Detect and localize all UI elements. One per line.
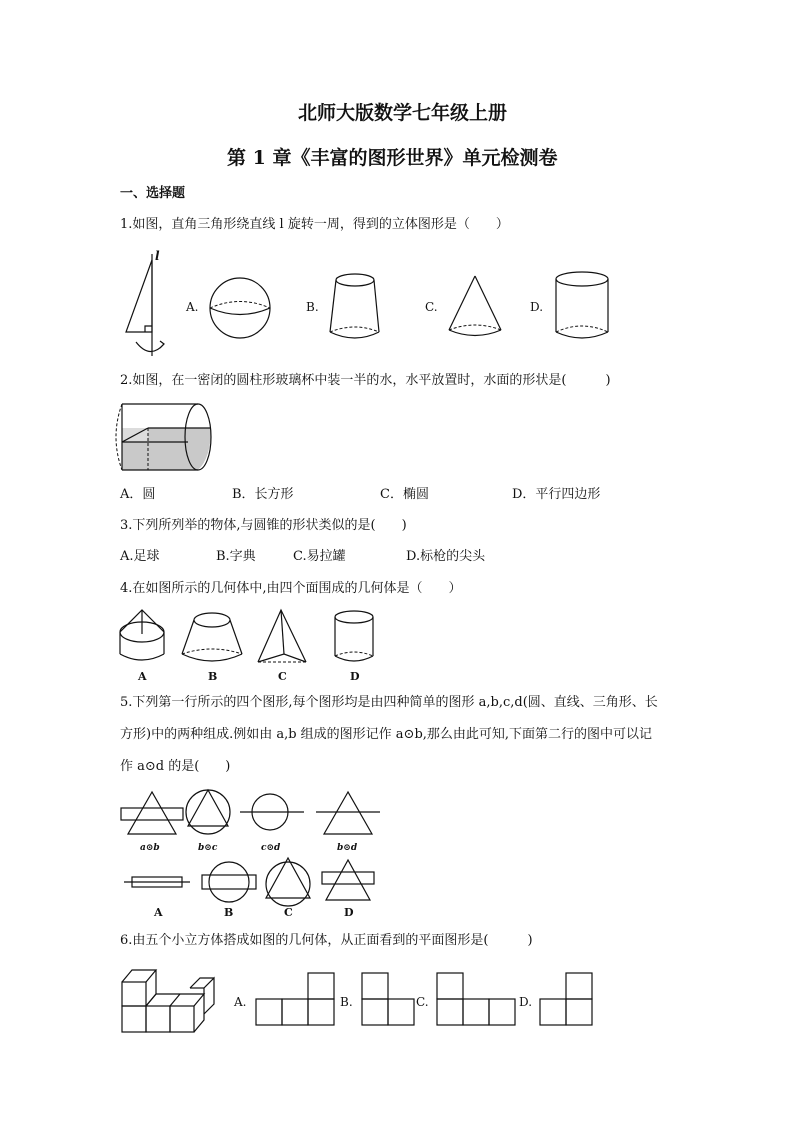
- section-heading: 一、选择题: [120, 186, 186, 201]
- q6-option-d-view: [539, 972, 593, 1028]
- q5-row1-label-1: a⊙b: [140, 843, 160, 853]
- q5-row1-label-2: b⊙c: [198, 843, 218, 853]
- q1-option-b-label: B.: [306, 300, 319, 314]
- q5-row2-shape-d: [322, 860, 374, 900]
- q4-solid-d: [335, 611, 373, 661]
- question-1-stem: 1.如图，直角三角形绕直线 l 旋转一周，得到的立体图形是（ ）: [120, 217, 509, 232]
- q2-option-d: D．平行四边形: [512, 487, 601, 502]
- frustum-icon: [327, 270, 382, 342]
- q6-option-b-label: B.: [340, 995, 353, 1009]
- cone-icon: [446, 274, 504, 340]
- q1-option-a-label: A.: [186, 300, 199, 314]
- q6-option-a-label: A.: [234, 995, 247, 1009]
- question-4-stem: 4.在如图所示的几何体中,由四个面围成的几何体是（ ）: [120, 581, 462, 596]
- q5-row2-shape-a: [124, 877, 190, 887]
- q5-row1-shape-4: [316, 792, 380, 834]
- question-3-stem: 3.下列所列举的物体,与圆锥的形状类似的是( ): [120, 518, 407, 533]
- q2-option-a: A．圆: [120, 487, 156, 502]
- cylinder-icon: [553, 270, 611, 342]
- q4-label-d: D: [350, 670, 360, 683]
- q6-option-a-view: [255, 972, 335, 1028]
- q3-option-c: C.易拉罐: [293, 549, 346, 564]
- page-title: 北师大版数学七年级上册: [298, 102, 508, 124]
- q2-option-c: C．椭圆: [380, 487, 429, 502]
- q1-option-d-label: D.: [530, 300, 544, 314]
- q2-cylinder-glass-figure: [118, 402, 214, 472]
- q5-row1-label-3: c⊙d: [261, 843, 281, 853]
- question-2-stem: 2.如图，在一密闭的圆柱形玻璃杯中装一半的水，水平放置时，水面的形状是( ): [120, 373, 611, 388]
- q5-row1-shape-1: [121, 792, 183, 834]
- q5-row2-figure: [118, 858, 386, 920]
- q6-option-c-view: [436, 972, 516, 1028]
- question-5-stem-line-1: 5.下列第一行所示的四个图形,每个图形均是由四种简单的图形 a,b,c,d(圆、直线、三角形、长: [120, 695, 658, 710]
- q6-option-c-label: C.: [416, 995, 429, 1009]
- q6-option-b-view: [361, 972, 415, 1028]
- page-subtitle: 第 1 章《丰富的图形世界》单元检测卷: [227, 147, 558, 169]
- q5-row1-figure: [118, 788, 386, 854]
- q1-line-label: l: [155, 249, 160, 263]
- q4-solids-figure: [116, 608, 386, 684]
- q1-option-c-label: C.: [425, 300, 438, 314]
- q6-option-d-label: D.: [519, 995, 533, 1009]
- q5-row2-label-a: A: [154, 906, 163, 919]
- q4-solid-c: [258, 610, 306, 662]
- q4-label-a: A: [138, 670, 147, 683]
- q4-label-c: C: [278, 670, 287, 683]
- question-5-stem-line-2: 方形)中的两种组成.例如由 a,b 组成的图形记作 a⊙b,那么由此可知,下面第二行的图中可以记: [120, 727, 653, 742]
- q5-row2-shape-b: [202, 862, 256, 902]
- q3-option-b: B.字典: [216, 549, 256, 564]
- question-5-stem-line-3: 作 a⊙d 的是( ): [120, 759, 231, 774]
- q5-row2-label-c: C: [284, 906, 293, 919]
- q3-option-a: A.足球: [120, 549, 160, 564]
- question-6-stem: 6.由五个小立方体搭成如图的几何体，从正面看到的平面图形是( ): [120, 933, 533, 948]
- q6-cubes-figure: [120, 964, 224, 1036]
- q5-row2-label-d: D: [344, 906, 354, 919]
- q5-row2-shape-c: [266, 858, 310, 906]
- q5-row1-label-4: b⊙d: [337, 843, 358, 853]
- q4-label-b: B: [208, 670, 218, 683]
- q5-row2-label-b: B: [224, 906, 234, 919]
- q2-option-b: B．长方形: [232, 487, 294, 502]
- q4-solid-b: [182, 613, 242, 661]
- q5-row1-shape-2: [186, 790, 230, 834]
- q1-triangle-figure: [118, 248, 178, 358]
- q3-option-d: D.标枪的尖头: [406, 549, 486, 564]
- sphere-icon: [207, 275, 273, 341]
- q5-row1-shape-3: [240, 794, 304, 830]
- q4-solid-a: [120, 610, 164, 660]
